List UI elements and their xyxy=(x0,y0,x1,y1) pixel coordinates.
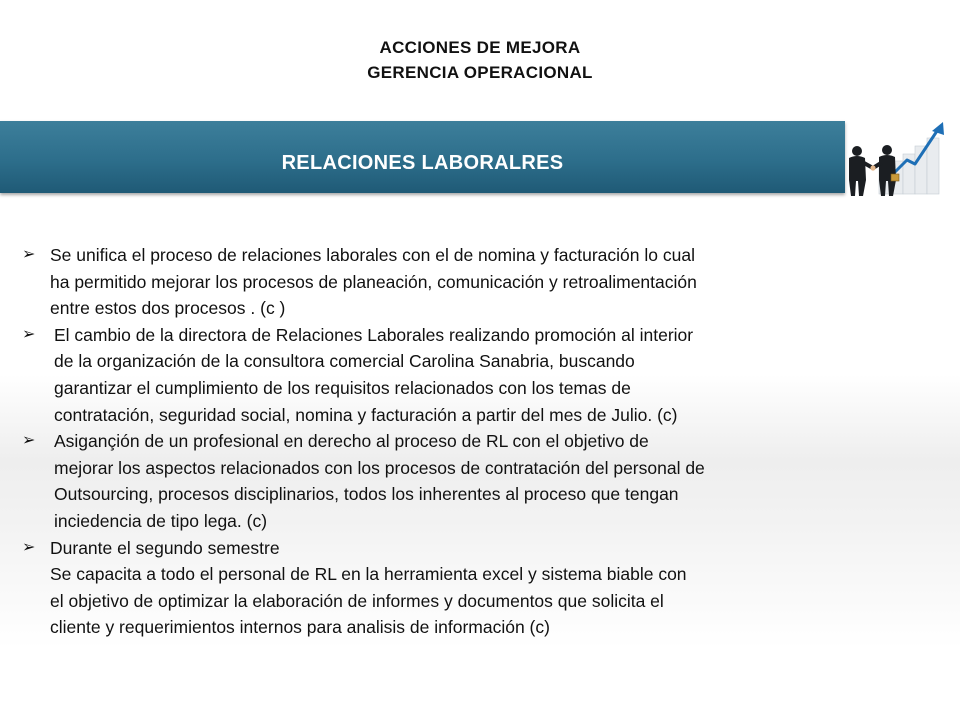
bullet-item xyxy=(22,242,952,322)
bullet-line: garantizar el cumplimiento de los requisitos relacionados con los temas de xyxy=(54,377,631,398)
banner-title: RELACIONES LABORALRES xyxy=(281,152,564,174)
bullet-line: Durante el segundo semestre xyxy=(50,537,280,558)
bullet-line: El cambio de la directora de Relaciones Laborales realizando promoción al interior xyxy=(54,324,694,345)
bullet-line: inciedencia de tipo lega. (c) xyxy=(54,510,268,531)
handshake-growth-chart-icon xyxy=(843,118,960,198)
bullet-line: entre estos dos procesos . (c ) xyxy=(50,298,286,319)
header-title-line2: GERENCIA OPERACIONAL xyxy=(367,63,593,82)
bullet-item xyxy=(22,535,952,562)
bullet-line: de la organización de la consultora comercial Carolina Sanabria, buscando xyxy=(54,351,635,372)
bullet-item xyxy=(22,428,952,534)
bullet-item xyxy=(22,322,952,428)
bullet-line: mejorar los aspectos relacionados con los procesos de contratación del personal de xyxy=(54,457,705,478)
header-title-line1: ACCIONES DE MEJORA xyxy=(379,38,581,57)
arrowhead-bullet-icon: ➢ xyxy=(22,432,36,450)
paragraph-line: cliente y requerimientos internos para analisis de información (c) xyxy=(50,617,550,638)
bullet-line: Asigançión de un profesional en derecho al proceso de RL con el objetivo de xyxy=(54,431,649,452)
content-area xyxy=(22,242,952,641)
bullet-line: Se unifica el proceso de relaciones laborales con el de nomina y facturación lo cual xyxy=(50,245,695,265)
training-paragraph xyxy=(22,561,952,641)
bullet-line: ha permitido mejorar los procesos de planeación, comunicación y retroalimentación xyxy=(50,271,697,292)
bullet-line: Outsourcing, procesos disciplinarios, todos los inherentes al proceso que tengan xyxy=(54,484,679,505)
arrowhead-bullet-icon: ➢ xyxy=(22,246,36,263)
paragraph-line: el objetivo de optimizar la elaboración de informes y documentos que solicita el xyxy=(50,590,664,611)
arrowhead-bullet-icon: ➢ xyxy=(22,325,36,343)
arrowhead-bullet-icon: ➢ xyxy=(22,538,36,556)
section-banner xyxy=(0,121,845,193)
bullet-line: contratación, seguridad social, nomina y facturación a partir del mes de Julio. (c) xyxy=(54,404,678,425)
paragraph-line: Se capacita a todo el personal de RL en la herramienta excel y sistema biable con xyxy=(50,564,687,585)
